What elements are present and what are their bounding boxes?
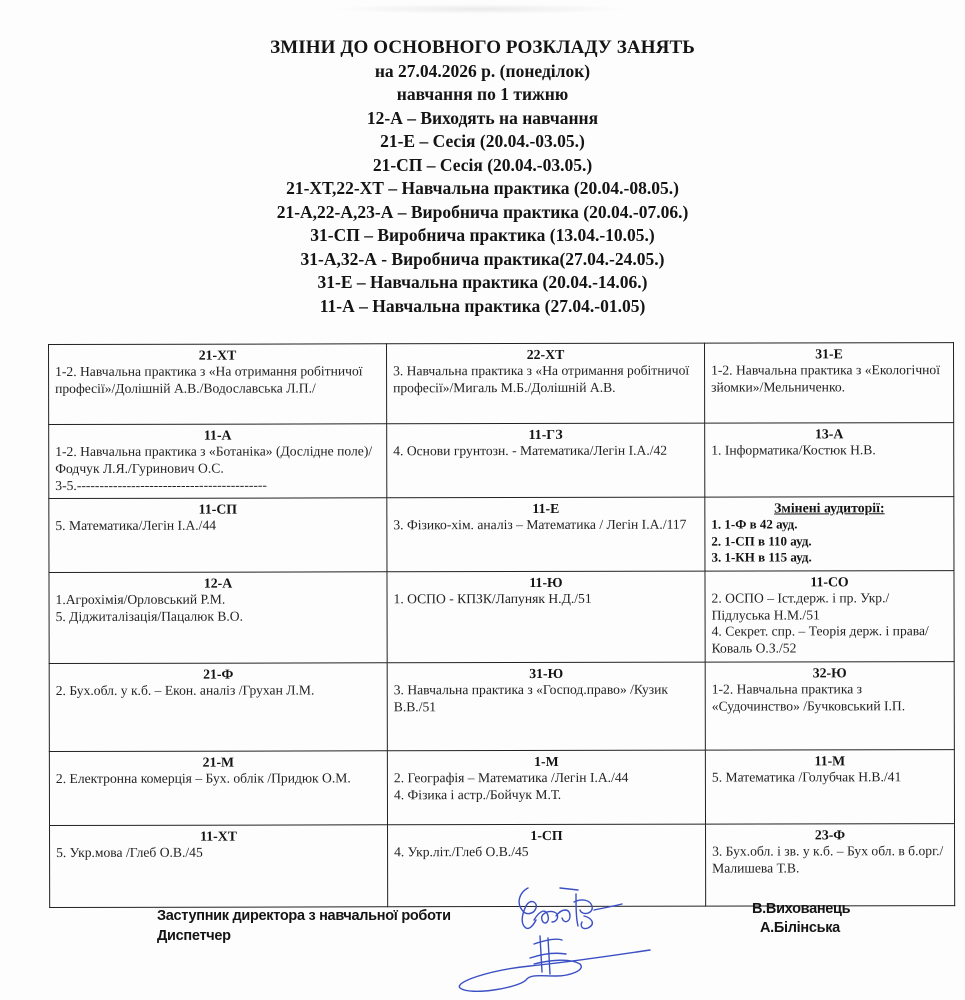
dispatcher-name: А.Білінська [760, 920, 840, 936]
lesson-entry: 4. Основи грунтозн. - Математика/Легін І.А./42 [393, 442, 668, 459]
lesson-entry: 5. Діджиталізація/Пацалюк В.О. [55, 608, 244, 624]
document-title: ЗМІНИ ДО ОСНОВНОГО РОЗКЛАДУ ЗАНЯТЬ [270, 37, 695, 58]
deputy-director-name: В.Вихованець [752, 901, 851, 917]
lesson-entry: 3-5.------------------------------------------ [55, 477, 267, 493]
group-cell [49, 498, 387, 572]
lesson-entry: 5. Математика /Голубчак Н.В./41 [711, 769, 902, 785]
lesson-entry: 1-2. Навчальна практика з «Судочинство» /Бучковський І.П. [711, 681, 906, 714]
group-cell [705, 423, 954, 498]
table-row [50, 824, 955, 908]
notice-line: 21-ХТ,22-ХТ – Навчальна практика (20.04.-08.05.) [286, 178, 679, 198]
notice-line: 31-Е – Навчальна практика (20.04.-14.06.) [317, 272, 648, 292]
group-cell [705, 662, 954, 751]
group-name: 13-А [814, 426, 844, 442]
group-cell [49, 751, 387, 826]
group-cell [388, 824, 706, 907]
deputy-director-label: Заступник директора з навчальної роботи [157, 908, 451, 924]
week-line: навчання по 1 тижню [396, 84, 569, 104]
notice-line: 31-А,32-А - Виробнича практика(27.04.-24.05.) [300, 248, 665, 269]
group-name: 11-М [814, 753, 846, 769]
lesson-entry: 3. Фізико-хім. аналіз – Математика / Легін І.А./117 [393, 517, 687, 533]
lesson-entry: 4. Секрет. спр. – Теорія держ. і права/Коваль О.З./52 [711, 623, 929, 656]
table-row [49, 423, 954, 499]
lesson-entry: 1-2. Навчальна практика з «Ботаніка» (Дослідне поле)/Фодчук Л.Я./Гуринович О.С. [55, 443, 373, 476]
lesson-entry: 1.Агрохімія/Орловський Р.М. [55, 591, 226, 607]
notice-line: 11-А – Навчальна практика (27.04.-01.05) [319, 295, 646, 316]
group-cell [387, 423, 705, 498]
changed-rooms-title: Змінені аудиторії: [774, 500, 885, 516]
lesson-entry: 3. Бух.обл. і зв. у к.б. – Бух обл. в б.орг./Малишева Т.В. [712, 843, 944, 876]
signature-stroke [459, 950, 650, 991]
document-header [0, 36, 965, 318]
group-name: 22-ХТ [526, 346, 565, 362]
lesson-entry: 1. Інформатика/Костюк Н.В. [711, 442, 876, 458]
date-line: на 27.04.2026 р. (понеділок) [374, 60, 591, 81]
notice-line: 21-А,22-А,23-А – Виробнича практика (20.04.-07.06.) [276, 201, 689, 222]
group-cell [705, 570, 954, 662]
changed-room-entry: 3. 1-КН в 115 ауд. [711, 549, 812, 566]
group-name: 31-Е [815, 346, 843, 362]
lesson-entry: 4. Фізика і астр./Бойчук М.Т. [393, 786, 562, 803]
group-cell [387, 662, 705, 751]
group-cell [49, 572, 387, 664]
group-cell [704, 343, 953, 424]
lesson-entry: 3. Навчальна практика з «На отримання робітничої професії»/Мигаль М.Б./Долішній А.В. [393, 362, 690, 396]
lesson-entry: 3. Навчальна практика з «Господ.право» /Кузик В.В./51 [393, 681, 669, 715]
group-name: 21-ХТ [198, 347, 237, 363]
group-name: 12-А [203, 575, 233, 591]
signature-stroke [556, 910, 570, 922]
lesson-entry: 1-2. Навчальна практика з «На отримання робітничої професії»/Долішній А.В./Водославська Л.П./ [55, 363, 363, 396]
group-name: 11-СО [810, 574, 849, 590]
group-name: 11-Ю [529, 574, 563, 590]
lesson-entry: 2. Електронна комерція – Бух. облік /Придюк О.М. [55, 770, 351, 787]
group-cell [49, 344, 387, 425]
group-name: 23-Ф [814, 827, 846, 843]
group-cell [387, 750, 705, 825]
signature-stroke [530, 936, 566, 974]
group-name: 11-СП [198, 501, 238, 518]
lesson-entry: 4. Укр.літ./Глеб О.В./45 [394, 844, 529, 860]
lesson-entry: 5. Укр.мова /Глеб О.В./45 [56, 844, 203, 861]
group-cell [49, 663, 387, 752]
lesson-entry: 1-2. Навчальна практика з «Екологічної зйомки»/Мельниченко. [711, 362, 941, 395]
group-name: 21-Ф [203, 666, 234, 682]
lesson-entry: 2. ОСПО – Іст.держ. і пр. Укр./Підлуська Н.М./51 [711, 590, 890, 623]
changed-rooms-cell [705, 497, 954, 571]
lesson-entry: 2. Географія – Математика /Легін І.А./44 [393, 769, 629, 786]
changed-room-entry: 1. 1-Ф в 42 ауд. [711, 516, 798, 533]
lesson-entry: 1. ОСПО - КПЗК/Лапуняк Н.Д./51 [393, 590, 592, 607]
group-name: 11-ГЗ [528, 426, 563, 442]
group-name: 32-Ю [812, 665, 847, 681]
group-name: 11-Е [532, 501, 560, 517]
group-cell [706, 824, 955, 907]
signature-stroke [534, 911, 558, 923]
notice-line: 21-СП – Сесія (20.04.-03.05.) [372, 154, 593, 175]
group-cell [49, 424, 387, 499]
group-name: 11-А [203, 427, 232, 443]
changed-room-entry: 2. 1-СП в 110 ауд. [711, 533, 812, 549]
table-row [49, 750, 954, 826]
group-cell [50, 825, 388, 908]
notice-line: 21-Е – Сесія (20.04.-03.05.) [380, 131, 585, 151]
group-name: 31-Ю [529, 665, 564, 682]
lesson-entry: 2. Бух.обл. у к.б. – Екон. аналіз /Грухан Л.М. [55, 682, 315, 699]
group-name: 1-СП [530, 828, 563, 844]
lesson-entry: 5. Математика/Легін І.А./44 [55, 518, 217, 534]
table-row [49, 662, 954, 752]
table-row [49, 343, 954, 425]
notice-line: 12-А – Виходять на навчання [366, 107, 599, 128]
group-cell [705, 750, 954, 825]
table-row [49, 497, 954, 572]
group-cell [387, 498, 705, 572]
schedule-changes-table [48, 342, 955, 908]
scan-smudge [330, 4, 630, 14]
group-name: 11-ХТ [200, 828, 237, 844]
notice-line: 31-СП – Виробнича практика (13.04.-10.05.) [310, 225, 655, 245]
group-cell [387, 343, 705, 424]
group-name: 1-М [534, 754, 559, 770]
group-cell [387, 571, 705, 663]
dispatcher-label: Диспетчер [157, 928, 231, 944]
group-name: 21-М [202, 754, 235, 770]
table-row [49, 570, 954, 663]
